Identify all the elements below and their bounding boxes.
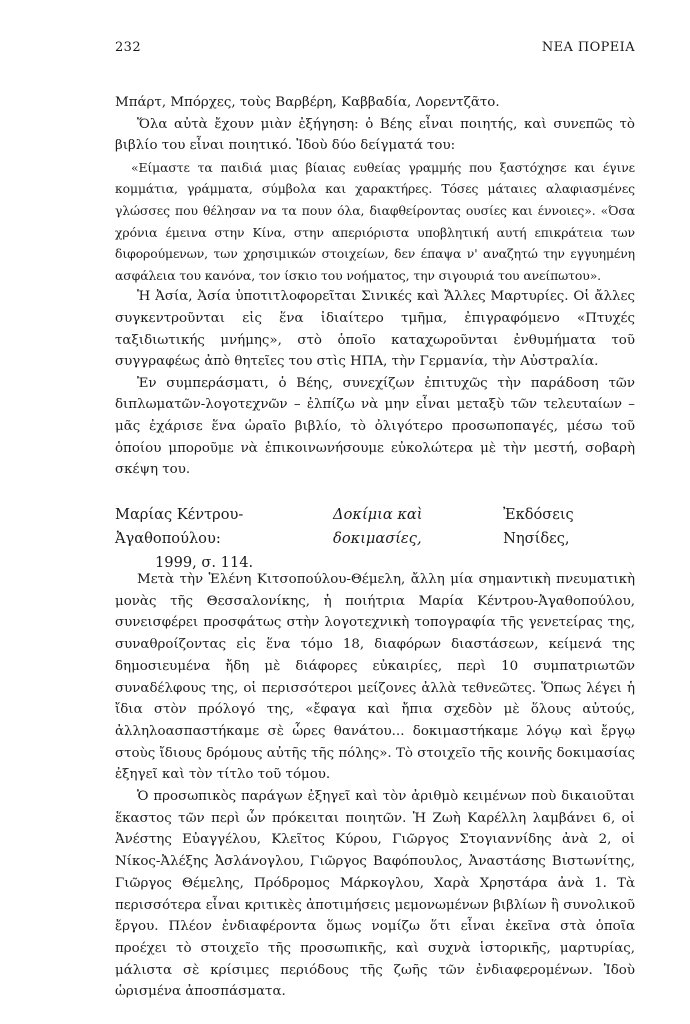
review-2-body [115, 569, 635, 1003]
review-year-pages: 1999, σ. 114. [155, 554, 254, 571]
review-author: Μαρίας Κέντρου-Ἀγαθοπούλου: [115, 506, 244, 547]
journal-title: ΝΕΑ ΠΟΡΕΙΑ [541, 40, 635, 55]
review-1-body [115, 92, 635, 481]
paragraph: Ὁ προσωπικὸς παράγων ἐξηγεῖ καὶ τὸν ἀριθμὸ κειμένων ποὺ δικαιοῦται ἕκαστος τῶν περὶ ὧν πρόκειται ποιητῶν. Ἡ Ζωὴ Καρέλλη λαμβάνει 6, οἱ Ἀνέστης Εὐαγγέλου, Κλεῖτος Κύρου, Γιῶργος Στογιαννίδης ἀνὰ 2, οἱ Νίκος-Ἀλέξης Ἀσλάνογλου, Γιῶργος Βαφόπουλος, Ἀναστάσης Βιστωνίτης, Γιῶργος Θέμελης, Πρόδρομος Μάρκογλου, Χαρὰ Χρηστάρα ἀνὰ 1. Τὰ περισσότερα εἶναι κριτικὲς ἀποτιμήσεις μεμονωμένων βιβλίων ἢ συνολικοῦ ἔργου. Πλέον ἐνδιαφέροντα ὅμως νομίζω ὅτι εἶναι ἐκεῖνα στὰ ὁποῖα προέχει τὸ στοιχεῖο τῆς προσωπικῆς, καὶ συχνὰ ἱστορικῆς, μαρτυρίας, μάλιστα σὲ κρίσιμες περιόδους τῆς ζωῆς τῶν ἐνδιαφερομένων. Ἰδοὺ ὡρισμένα ἀποσπάσματα. [115, 789, 635, 1000]
paragraph: Ἐν συμπεράσματι, ὁ Βέης, συνεχίζων ἐπιτυχῶς τὴν παράδοση τῶν διπλωματῶν-λογοτεχνῶν – ἐλπίζω νὰ μην εἶναι μεταξὺ τῶν τελευταίων – μᾶς ἐχάρισε ἕνα ὡραῖο βιβλίο, τὸ ὀλιγότερο προσωποπαγές, μέσω τοῦ ὁποίου μποροῦμε νὰ ἐπικοινωνήσουμε εὐκολώτερα μὲ τὴν μεστή, σοβαρὴ σκέψη του. [115, 375, 635, 478]
review-2-heading [115, 503, 635, 575]
paragraph: Ἡ Ἀσία, Ἀσία ὑποτιτλοφορεῖται Σινικές καὶ Ἄλλες Μαρτυρίες. Οἱ ἄλλες συγκεντροῦνται εἰς ἕνα ἰδιαίτερο τμῆμα, ἐπιγραφόμενο «Πτυχές ταξιδιωτικής μνήμης», στὸ ὁποῖο καταχωροῦνται ἐνθυμήματα τοῦ συγγραφέως ἀπὸ θητεῖες του στὶς ΗΠΑ, τὴν Γερμανία, τὴν Αὐστραλία. [115, 289, 635, 370]
running-header [115, 40, 635, 55]
paragraph: Ὅλα αὐτὰ ἔχουν μιὰν ἐξήγηση: ὁ Βέης εἶναι ποιητής, καὶ συνεπῶς τὸ βιβλίο του εἶναι ποιητικό. Ἰδοὺ δύο δείγματά του: [115, 116, 635, 154]
review-publisher: Ἐκδόσεις Νησίδες, [503, 506, 574, 547]
quotation: «Είμαστε τα παιδιά μιας βίαιας ευθείας γραμμής που ξαστόχησε και έγινε κομμάτια, γράμματα, σύμβολα και χαρακτήρες. Τόσες μάταιες αλαφιασμένες γλώσσες που θέλησαν να τα πουν όλα, διαφθείροντας ουσίες και έννοιες». «Όσα χρόνια έμεινα στην Κίνα, στην απεριόριστα υποβλητική αυτή επικράτεια των διφορούμενων, των χρησιμικών στοιχείων, δεν έπαψα ν' αναζητώ την εγγυημένη ασφάλεια του κανόνα, τον ίσκιο του νοήματος, την σιγουριά του ανείπωτου». [115, 159, 635, 283]
paragraph: Μπάρτ, Μπόρχες, τοὺς Βαρβέρη, Καββαδία, Λορεντζᾶτο. [115, 95, 500, 110]
paragraph: Μετὰ τὴν Ἑλένη Κιτσοπούλου-Θέμελη, ἄλλη μία σημαντικὴ πνευματικὴ μονὰς τῆς Θεσσαλονίκης, ἡ ποιήτρια Μαρία Κέντρου-Ἀγαθοπούλου, συνεισφέρει προσφάτως στὴν λογοτεχνικὴ τοπογραφία τῆς γενετείρας της, συναθροίζοντας εἰς ἕνα τόμο 18, διαφόρων διαστάσεων, κείμενά της δημοσιευμένα ἤδη μὲ διάφορες εὐκαιρίες, περὶ 10 συμπατριωτῶν συναδέλφους της, οἱ περισσότεροι μείζονες ἀλλὰ τεθνεῶτες. Ὅπως λέγει ἡ ἴδια στὸν πρόλογό της, «ἔφαγα καὶ ἤπια σχεδὸν μὲ ὅλους αὐτούς, ἀλληλοασπαστήκαμε σὲ ὧρες θανάτου... δοκιμαστήκαμε λόγῳ καὶ ἔργῳ στοὺς ἴδιους δρόμους αὐτῆς τῆς πόλης». Τὸ στοιχεῖο τῆς κοινῆς δοκιμασίας ἐξηγεῖ καὶ τὸν τίτλο τοῦ τόμου. [115, 572, 635, 783]
page-number: 232 [115, 40, 142, 55]
review-book-title: Δοκίμια καὶ δοκιμασίες, [333, 506, 423, 547]
